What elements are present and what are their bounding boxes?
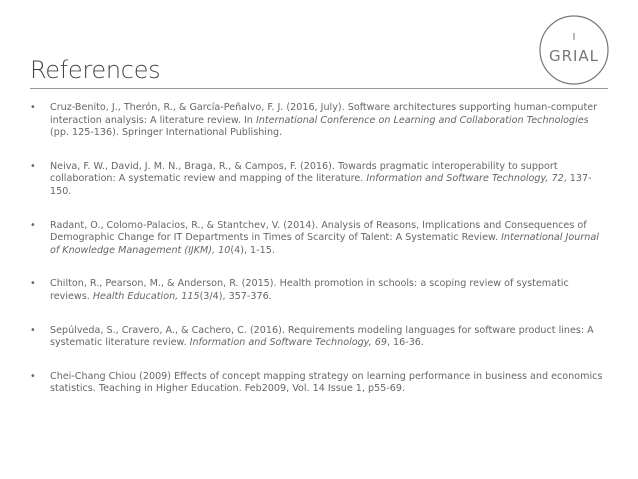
bullet: •: [30, 370, 36, 382]
bullet: •: [30, 160, 36, 172]
reference-text: Chilton, R., Pearson, M., & Anderson, R. (2015). Health promotion in schools: a scoping review of systematic reviews.: [50, 278, 569, 302]
reference-text: Cruz-Benito, J., Therón, R., & García-Peñalvo, F. J. (2016, July). Software architectures supporting human-computer interaction analysis: A literature review. In: [50, 102, 598, 126]
reference-tail: , 16-36.: [386, 337, 424, 349]
reference-text: Radant, O., Colomo-Palacios, R., & Stantchev, V. (2014). Analysis of Reasons, Implications and Consequences of Demographic Change for IT Departments in Times of Scarcity of Talent: A Systematic Review.: [50, 219, 587, 244]
reference-tail: , 137-150.: [50, 173, 592, 197]
bullet: •: [30, 102, 36, 113]
reference-text: Neiva, F. W., David, J. M. N., Braga, R., & Campos, F. (2016). Towards pragmatic interoperability to support collaboration: A systematic review and mapping of the literature.: [50, 160, 558, 185]
reference-item: [30, 161, 610, 199]
bullet: •: [30, 278, 36, 290]
reference-item: [30, 325, 610, 350]
reference-text: Chei-Chang Chiou (2009) Effects of concept mapping strategy on learning performance in business and economics statistics. Teaching in Higher Education. Feb2009, Vol. 14 Issue 1, p55-69.: [50, 370, 603, 395]
references-list: [30, 102, 610, 417]
reference-source: Health Education, 115: [92, 290, 200, 302]
grial-logo: [538, 14, 610, 86]
reference-source: International Journal of Knowledge Management (IJKM), 10: [50, 232, 599, 256]
bullet: •: [30, 324, 36, 336]
reference-tail: (4), 1-15.: [230, 244, 275, 256]
reference-tail: (3/4), 357-376.: [199, 290, 272, 302]
reference-source: International Conference on Learning and Collaboration Technologies: [255, 114, 589, 126]
reference-item: [30, 220, 610, 258]
slide-title: References: [30, 56, 161, 84]
reference-item: [30, 278, 610, 303]
bullet: •: [30, 219, 36, 231]
title-divider: [30, 88, 608, 89]
reference-source: Information and Software Technology, 69: [189, 337, 387, 349]
reference-item: [30, 102, 610, 140]
grial-logo-text: GRIAL: [548, 47, 600, 65]
reference-source: Information and Software Technology, 72: [366, 173, 564, 185]
reference-item: [30, 371, 610, 396]
grial-logo-mark: I: [572, 32, 576, 43]
reference-text: Sepúlveda, S., Cravero, A., & Cachero, C. (2016). Requirements modeling languages for software product lines: A systematic literature review.: [50, 324, 594, 349]
reference-tail: (pp. 125-136). Springer International Publishing.: [50, 127, 283, 139]
